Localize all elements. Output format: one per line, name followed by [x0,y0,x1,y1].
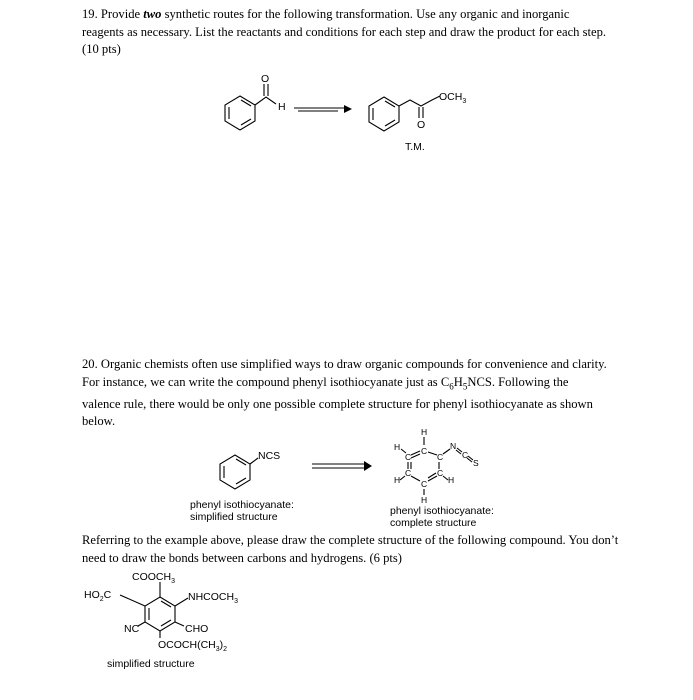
svg-text:C: C [462,450,469,460]
ho2c-label: $HO_2C$ [84,589,112,603]
svg-text:H: H [421,427,428,437]
q20-text: Organic chemists often use simplified ways to draw organic compounds for convenience and clarity. For instance, we can write the compound phenyl isothiocyanate just as C [82,357,607,389]
q19-number: 19. [82,7,98,21]
complete-caption-line2: complete structure [390,517,477,529]
methoxy-label: $OCH_3$ [439,91,467,105]
cho-label: CHO [185,623,209,635]
aldehyde-oxygen: O [261,73,270,85]
simplified-caption-line1: phenyl isothiocyanate: [190,499,294,511]
simplified-caption-line2: simplified structure [190,511,278,523]
example-simplified-structure [190,450,294,523]
q19-emphasis: two [143,7,162,21]
aldehyde-hydrogen: H [278,101,286,113]
q20-text2: Referring to the example above, please draw the complete structure of the following compound. You don’t need to draw the bonds between carbons and hydrogens. (6 pts) [82,533,619,565]
q20-formula-sub2: 5 [462,381,468,392]
example-complete-structure [390,427,494,529]
svg-text:C: C [421,446,428,456]
svg-text:H: H [394,442,401,452]
scheme19-starting-material [225,73,286,130]
q20-text-after: NCS. Following the valence rule, there would be only one possible complete structure for phenyl isothiocyanate as shown below. [82,374,593,429]
svg-text:N: N [450,441,457,451]
complete-caption-line1: phenyl isothiocyanate: [390,505,494,517]
ketone-oxygen: O [417,119,426,131]
svg-text:H: H [448,475,455,485]
q20-formula-sub1: 6 [449,381,454,392]
q19-text-after: synthetic routes for the following transformation. Use any organic and inorganic reagents as necessary. List the reactants and conditions for each step and draw the product for each step. (10 pts) [82,7,607,57]
svg-text:C: C [405,452,412,462]
svg-text:C: C [405,468,412,478]
ncs-label: NCS [258,450,281,462]
reaction-arrow-19 [294,105,352,113]
svg-text:H: H [421,495,428,505]
svg-text:C: C [421,479,428,489]
example-arrow [312,461,372,471]
svg-text:H: H [394,475,401,485]
q19-text-before: Provide [100,7,141,21]
q20-compound [84,571,238,670]
svg-text:C: C [437,468,444,478]
svg-text:C: C [437,452,444,462]
ococh-label: $OCOCH(CH_3)_2$ [158,639,228,653]
target-molecule-label: T.M. [405,141,425,153]
compound-caption: simplified structure [107,658,195,670]
nhcoch3-label: $NHCOCH_3$ [188,591,238,605]
cooch3-label: $COOCH_3$ [132,571,175,585]
q20-formula-mid: H [453,374,463,389]
nc-label: NC [124,623,140,635]
scheme19-product [369,91,466,153]
q20-number: 20. [82,357,98,371]
svg-text:S: S [473,458,479,468]
